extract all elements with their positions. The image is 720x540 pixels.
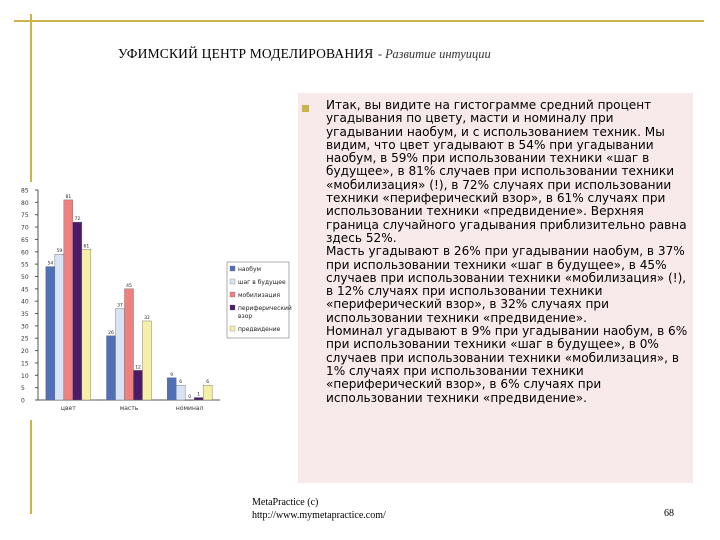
bar-1-2 — [176, 385, 185, 400]
header-subtitle: - Развитие интуиции — [377, 47, 491, 61]
legend-label: взор — [238, 313, 253, 320]
bar-value-label: 45 — [126, 283, 132, 289]
y-tick-label: 15 — [21, 360, 29, 368]
bar-0-2 — [167, 378, 176, 400]
legend-swatch — [230, 305, 235, 310]
y-tick-label: 35 — [21, 311, 29, 319]
body-text: Итак, вы видите на гистограмме средний процент угадывания по цвету, масти и номиналу при угадывании наобум, и с использованием техник. Мы видим, что цвет угадывают в 54% при угадывании наобум, в 59% при использовании техники «шаг в будущее», в 81% случаев при использовании техники «мобилизация» (!), в 72% случаях при использовании техники «периферический взор», в 61% случаях при использовании техники «предвидение». Верхняя граница случайного угадывания приблизительно равна здесь 52%. Масть угадывают в 26% при угадывании наобум, в 37% при использовании техники «шаг в будущее», в 45% случаев при использовании техники «мобилизация» (!), в 12% случаях при использовании техники «периферический взор», в 32% случаях при использовании техники «предвидение». Номинал угадывают в 9% при угадывании наобум, в 6% при использовании техники «шаг в будущее», в 0% случаев при использовании техники «мобилизация», в 1% случаях при использовании техники «периферический взор», в 6% случаях при использовании техники «предвидение». — [326, 98, 688, 405]
legend-swatch — [230, 266, 235, 271]
x-category-label: номинал — [175, 405, 204, 412]
bar-value-label: 72 — [74, 217, 81, 223]
x-category-label: цвет — [60, 405, 76, 412]
x-category-label: масть — [119, 405, 139, 412]
bar-3-1 — [134, 370, 143, 400]
bar-chart — [20, 182, 292, 420]
y-tick-label: 5 — [21, 385, 25, 393]
bullet-square-icon — [302, 105, 309, 112]
bar-value-label: 1 — [197, 392, 201, 398]
bar-3-2 — [194, 398, 203, 400]
footer — [252, 496, 386, 522]
bar-value-label: 12 — [135, 365, 141, 371]
legend-swatch — [230, 292, 235, 297]
header-title: УФИМСКИЙ ЦЕНТР МОДЕЛИРОВАНИЯ — [118, 46, 374, 61]
bar-value-label: 9 — [170, 372, 174, 378]
y-tick-label: 80 — [21, 199, 29, 207]
bar-2-1 — [125, 289, 134, 400]
bar-value-label: 6 — [179, 380, 183, 386]
y-tick-label: 10 — [21, 372, 29, 380]
y-tick-label: 0 — [21, 397, 25, 405]
y-tick-label: 55 — [21, 261, 29, 269]
bar-4-1 — [143, 321, 152, 400]
bar-value-label: 59 — [56, 249, 63, 255]
bar-0-0 — [46, 267, 55, 400]
y-tick-label: 40 — [21, 298, 29, 306]
bar-value-label: 6 — [206, 380, 210, 386]
legend-label: предвидение — [238, 326, 281, 333]
bar-value-label: 0 — [188, 395, 192, 400]
legend-swatch — [230, 279, 235, 284]
y-tick-label: 25 — [21, 335, 29, 343]
y-tick-label: 65 — [21, 236, 29, 244]
y-tick-label: 20 — [21, 348, 29, 356]
y-tick-label: 50 — [21, 273, 29, 281]
footer-url[interactable]: http://www.mymetapractice.com/ — [252, 510, 386, 521]
page-number: 68 — [664, 508, 674, 519]
bar-value-label: 81 — [65, 194, 72, 200]
bar-value-label: 32 — [144, 315, 150, 321]
legend-label: наобум — [238, 266, 262, 273]
bar-4-2 — [203, 385, 212, 400]
bar-1-0 — [55, 254, 64, 400]
bar-value-label: 54 — [47, 261, 54, 267]
y-tick-label: 85 — [21, 187, 29, 195]
chart-frame — [20, 182, 292, 420]
slide-header — [118, 45, 678, 63]
y-tick-label: 45 — [21, 286, 29, 294]
legend-label: шаг в будущее — [238, 279, 286, 286]
bar-2-2 — [185, 400, 194, 401]
legend-label: периферический — [238, 305, 292, 312]
y-tick-label: 70 — [21, 224, 29, 232]
bar-0-1 — [107, 336, 116, 400]
y-tick-label: 75 — [21, 212, 29, 220]
y-tick-label: 30 — [21, 323, 29, 331]
legend-swatch — [230, 326, 235, 331]
bar-value-label: 26 — [108, 330, 114, 336]
bar-1-1 — [116, 309, 125, 400]
accent-horizontal-line — [14, 20, 704, 22]
footer-copyright: MetaPractice (c) — [252, 497, 319, 508]
bar-3-0 — [73, 222, 82, 400]
bar-value-label: 61 — [83, 244, 90, 250]
legend-label: мобилизация — [238, 292, 280, 299]
y-tick-label: 60 — [21, 249, 29, 257]
bar-value-label: 37 — [117, 303, 123, 309]
bar-4-0 — [82, 249, 91, 400]
bar-2-0 — [64, 200, 73, 400]
